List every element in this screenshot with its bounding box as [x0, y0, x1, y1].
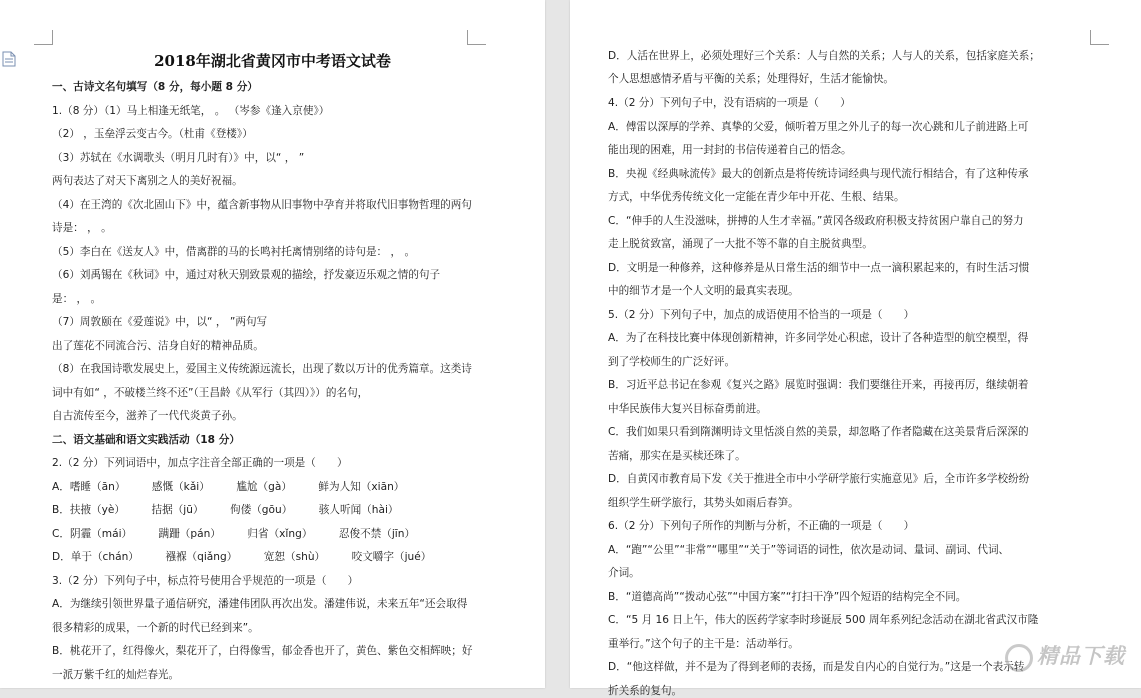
- crop-mark: [1090, 30, 1109, 45]
- question-line: 诗是： ， 。: [52, 222, 112, 234]
- question-line: （4）在王湾的《次北固山下》中，蕴含新事物从旧事物中孕育并将取代旧事物哲理的两句: [52, 199, 472, 211]
- option-line: B．“道德高尚”“拨动心弦”“中国方案”“打扫干净”四个短语的结构完全不同。: [608, 591, 967, 603]
- question-line: （7）周敦颐在《爱莲说》中，以“ ， ”两句写: [52, 316, 268, 328]
- option-line: 个人思想感情矛盾与平衡的关系；处理得好，生活才能愉快。: [608, 73, 895, 85]
- question-line: （2） ，玉垒浮云变古今。（杜甫《登楼》）: [52, 128, 253, 140]
- option-line: 方式，中华优秀传统文化一定能在青少年中开花、生根、结果。: [608, 191, 905, 203]
- option-line: D．单于（chán） 襁褓（qiǎng） 宽恕（shù） 咬文嚼字（jué）: [52, 551, 432, 563]
- option-line: 中的细节才是一个人文明的最真实表现。: [608, 285, 799, 297]
- option-line: A．为继续引领世界量子通信研究，潘建伟团队再次出发。潘建伟说，未来五年“还会取得: [52, 598, 468, 610]
- option-line: A．嗜睡（ān） 感慨（kǎi） 尴尬（gà） 鲜为人知（xiān）: [52, 481, 405, 493]
- option-line: D．自黄冈市教育局下发《关于推进全市中小学研学旅行实施意见》后，全市许多学校纷纷: [608, 473, 1030, 485]
- option-line: D．人活在世界上，必须处理好三个关系：人与自然的关系；人与人的关系，包括家庭关系；: [608, 50, 1040, 62]
- question-line: （3）苏轼在《水调歌头（明月几时有）》中，以“ ， ”: [52, 152, 305, 164]
- question-line: 两句表达了对天下离别之人的美好祝福。: [52, 175, 243, 187]
- question-line: 是： ， 。: [52, 293, 102, 305]
- section-heading: 一、古诗文名句填写（8 分，每小题 8 分）: [52, 81, 258, 93]
- question-line: （6）刘禹锡在《秋词》中，通过对秋天别致景观的描绘，抒发豪迈乐观之情的句子: [52, 269, 441, 281]
- option-line: D．文明是一种修养，这种修养是从日常生活的细节中一点一滴积累起来的，有时生活习惯: [608, 262, 1030, 274]
- option-line: B．央视《经典咏流传》最大的创新点是将传统诗词经典与现代流行相结合，有了这种传承: [608, 168, 1029, 180]
- question-line: （5）李白在《送友人》中，借离群的马的长鸣衬托离情别绪的诗句是： ， 。: [52, 246, 416, 258]
- option-line: 重举行。”这个句子的主干是：活动举行。: [608, 638, 799, 650]
- question-line: （8）在我国诗歌发展史上，爱国主义传统源远流长，出现了数以万计的优秀篇章。这类诗: [52, 363, 472, 375]
- question-line: 6.（2 分）下列句子所作的判断与分析，不正确的一项是（ ）: [608, 520, 915, 532]
- option-line: C．我们如果只看到隋渊明诗文里恬淡自然的美景，却忽略了作者隐藏在这美景背后深深的: [608, 426, 1029, 438]
- option-line: C．“伸手的人生没滋味，拼搏的人生才幸福。”黄冈各级政府积极支持贫困户靠自己的努力: [608, 215, 1024, 227]
- option-line: B．桃花开了，红得像火，梨花开了，白得像雪，郁金香也开了，黄色、紫色交相辉映；好: [52, 645, 473, 657]
- question-line: 4.（2 分）下列句子中，没有语病的一项是（ ）: [608, 97, 851, 109]
- option-line: 折关系的复句。: [608, 685, 683, 697]
- document-page-left: [0, 0, 545, 688]
- question-line: 3.（2 分）下列句子中，标点符号使用合乎规范的一项是（ ）: [52, 575, 359, 587]
- crop-mark: [34, 30, 53, 45]
- option-line: 到了学校师生的广泛好评。: [608, 356, 736, 368]
- option-line: 很多精彩的成果，一个新的时代已经到来”。: [52, 622, 259, 634]
- question-line: 自古流传至今，滋养了一代代炎黄子孙。: [52, 410, 243, 422]
- option-line: C．“5 月 16 日上午，伟大的医药学家李时珍诞辰 500 周年系列纪念活动在湖北省武汉市隆: [608, 614, 1039, 626]
- watermark-logo-icon: [1005, 644, 1033, 672]
- option-line: 组织学生研学旅行，其势头如雨后春笋。: [608, 497, 799, 509]
- option-line: A．为了在科技比赛中体现创新精神，许多同学处心积虑，设计了各种造型的航空模型，得: [608, 332, 1029, 344]
- option-line: 中华民族伟大复兴目标奋勇前进。: [608, 403, 767, 415]
- page-title: 2018年湖北省黄冈市中考语文试卷: [154, 52, 391, 70]
- question-line: 5.（2 分）下列句子中，加点的成语使用不恰当的一项是（ ）: [608, 309, 915, 321]
- question-line: 词中有如“ ，不破楼兰终不还”（王昌龄《从军行（其四）》）的名句，: [52, 387, 369, 399]
- option-line: 介词。: [608, 567, 640, 579]
- option-line: C．阴霾（mái） 蹒跚（pán） 归省（xǐng） 忍俊不禁（jīn）: [52, 528, 416, 540]
- watermark-text: 精品下载: [1037, 644, 1125, 668]
- question-line: 1.（8 分）（1）马上相逢无纸笔， 。 （岑参《逢入京使》）: [52, 105, 330, 117]
- watermark: [1015, 646, 1135, 682]
- option-line: B．扶掖（yè） 拮据（jū） 佝偻（gōu） 骇人听闻（hài）: [52, 504, 399, 516]
- option-line: A．傅雷以深厚的学养、真挚的父爱，倾听着万里之外儿子的每一次心跳和儿子前进路上可: [608, 121, 1029, 133]
- crop-mark: [467, 30, 486, 45]
- section-heading: 二、语文基础和语文实践活动（18 分）: [52, 434, 240, 446]
- option-line: 走上脱贫致富，涌现了一大批不等不靠的自主脱贫典型。: [608, 238, 873, 250]
- question-line: 出了莲花不同流合污、洁身自好的精神品质。: [52, 340, 264, 352]
- question-line: 2.（2 分）下列词语中，加点字注音全部正确的一项是（ ）: [52, 457, 348, 469]
- document-page-right: [570, 0, 1141, 697]
- option-line: D．“他这样做，并不是为了得到老师的表扬，而是发自内心的自觉行为。”这是一个表示转: [608, 661, 1025, 673]
- option-line: A．“跑”“公里”“非常”“哪里”“关于”等词语的词性，依次是动词、量词、副词、代词、: [608, 544, 1010, 556]
- option-line: 一派万紫千红的灿烂春光。: [52, 669, 180, 681]
- option-line: 能出现的困难，用一封封的书信传递着自己的悟念。: [608, 144, 852, 156]
- option-line: B．习近平总书记在参观《复兴之路》展览时强调：我们要继往开来，再接再厉，继续朝着: [608, 379, 1029, 391]
- option-line: 苦痛，那实在是买椟还珠了。: [608, 450, 746, 462]
